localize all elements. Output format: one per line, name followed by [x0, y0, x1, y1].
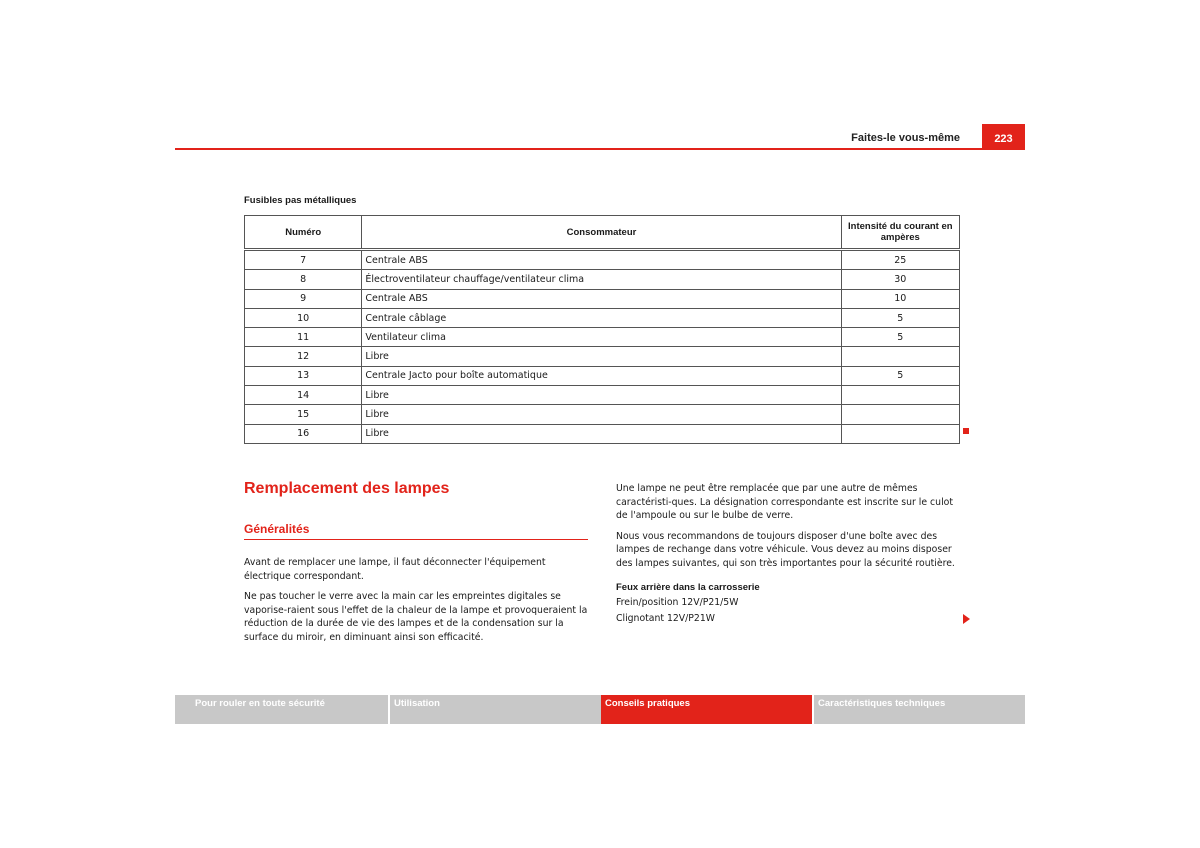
- column-header-number: Numéro: [245, 216, 362, 250]
- section-end-marker: [963, 428, 969, 434]
- section-title: Remplacement des lampes: [244, 480, 450, 497]
- fuse-consumer: Libre: [362, 347, 841, 366]
- footer-tab-usage[interactable]: Utilisation: [390, 695, 601, 724]
- table-row: [245, 328, 960, 347]
- fuse-amperage: 5: [841, 308, 959, 327]
- fuse-consumer: Centrale ABS: [362, 250, 841, 270]
- fuse-amperage: 30: [841, 270, 959, 289]
- fuse-amperage: 25: [841, 250, 959, 270]
- fuse-amperage: 5: [841, 328, 959, 347]
- left-column: [244, 556, 590, 652]
- table-row: [245, 405, 960, 424]
- fuse-consumer: Libre: [362, 405, 841, 424]
- fuse-amperage: [841, 386, 959, 405]
- table-row: [245, 366, 960, 385]
- table-row: [245, 308, 960, 327]
- table-row: [245, 424, 960, 443]
- paragraph: Ne pas toucher le verre avec la main car les empreintes digitales se vaporise-raient sous l'effet de la chaleur de la lampe et provoqueraient la réduction de la durée de vie des lampes et de la condensation sur la surface du miroir, en diminuant ainsi son efficacité.: [244, 591, 588, 643]
- fuse-number: 13: [245, 366, 362, 385]
- fuse-consumer: Ventilateur clima: [362, 328, 841, 347]
- fuse-amperage: [841, 405, 959, 424]
- right-column: [616, 482, 962, 627]
- fuse-amperage: 5: [841, 366, 959, 385]
- fuse-table-label: Fusibles pas métalliques: [244, 195, 357, 206]
- fuse-consumer: Libre: [362, 424, 841, 443]
- continue-arrow-icon: [963, 614, 970, 624]
- page-header-title: Faites-le vous-même: [851, 132, 960, 144]
- fuse-number: 8: [245, 270, 362, 289]
- table-row: [245, 250, 960, 270]
- footer-tab-practical-tips[interactable]: Conseils pratiques: [601, 695, 812, 724]
- fuse-consumer: Centrale Jacto pour boîte automatique: [362, 366, 841, 385]
- fuse-amperage: 10: [841, 289, 959, 308]
- fuse-number: 11: [245, 328, 362, 347]
- footer-tab-safety[interactable]: Pour rouler en toute sécurité: [175, 695, 388, 724]
- fuse-consumer: Centrale ABS: [362, 289, 841, 308]
- fuse-amperage: [841, 424, 959, 443]
- paragraph: Nous vous recommandons de toujours disposer d'une boîte avec des lampes de rechange dans votre véhicule. Vous devez au moins disposer des lampes suivantes, qui son très importantes pour la sécurité routière.: [616, 530, 955, 569]
- fuse-consumer: Électroventilateur chauffage/ventilateur clima: [362, 270, 841, 289]
- section-subtitle: Généralités: [244, 522, 588, 540]
- fuse-consumer: Centrale câblage: [362, 308, 841, 327]
- fuse-number: 15: [245, 405, 362, 424]
- fuse-number: 10: [245, 308, 362, 327]
- table-row: [245, 270, 960, 289]
- column-header-consumer: Consommateur: [362, 216, 841, 250]
- lamp-item: Clignotant 12V/P21W: [616, 612, 715, 624]
- fuse-amperage: [841, 347, 959, 366]
- fuse-number: 9: [245, 289, 362, 308]
- column-header-amperage: Intensité du courant en ampères: [841, 216, 959, 250]
- rear-lights-label: Feux arrière dans la carrosserie: [616, 581, 760, 593]
- fuse-number: 7: [245, 250, 362, 270]
- table-header-row: [245, 216, 960, 250]
- table-row: [245, 347, 960, 366]
- footer-navigation: [175, 695, 1025, 724]
- paragraph: Avant de remplacer une lampe, il faut déconnecter l'équipement électrique correspondant.: [244, 557, 546, 582]
- table-row: [245, 289, 960, 308]
- page-number: 223: [982, 124, 1025, 148]
- table-row: [245, 386, 960, 405]
- footer-tab-technical-specs[interactable]: Caractéristiques techniques: [814, 695, 1025, 724]
- fuse-table: [244, 215, 960, 444]
- lamp-item: Frein/position 12V/P21/5W: [616, 597, 739, 609]
- fuse-consumer: Libre: [362, 386, 841, 405]
- paragraph: Une lampe ne peut être remplacée que par une autre de mêmes caractéristi-ques. La désignation correspondante est inscrite sur le culot de l'ampoule ou sur le bulbe de verre.: [616, 483, 953, 522]
- header-divider: [175, 148, 1025, 150]
- fuse-number: 12: [245, 347, 362, 366]
- fuse-number: 14: [245, 386, 362, 405]
- fuse-number: 16: [245, 424, 362, 443]
